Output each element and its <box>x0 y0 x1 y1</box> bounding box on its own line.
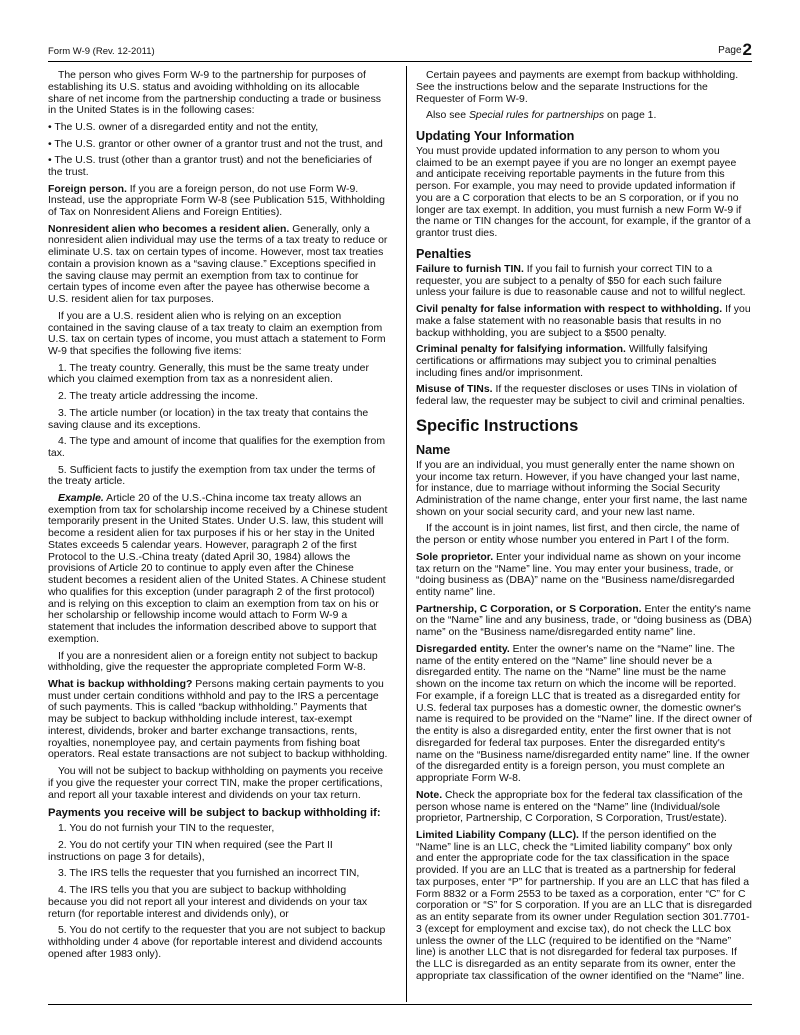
criminal-penalty-heading: Criminal penalty for falsifying information. <box>416 344 626 356</box>
penalties-heading: Penalties <box>416 246 472 261</box>
right-column <box>416 70 752 988</box>
payments-subject-heading: Payments you receive will be subject to backup withholding if: <box>48 807 381 820</box>
failure-to-furnish-heading: Failure to furnish TIN. <box>416 263 524 275</box>
treaty-item-5: 5. Sufficient facts to justify the exemption from tax under the terms of the treaty article. <box>48 464 376 488</box>
backup-withholding-text: Persons making certain payments to you must under certain conditions withhold and pay to the IRS a percentage of such payments. This is called “backup withholding.” Payments that may be subject to backup withholding include interest, tax-exempt interest, dividends, broker and barter exchange transactions, rents, royalties, nonemployee pay, and certain payments from fishing boat operators. Real estate transactions are not subject to backup withholding. <box>48 678 388 761</box>
nonresident-w8-paragraph: If you are a nonresident alien or a foreign entity not subject to backup withholding, give the requester the appropriate completed Form W-8. <box>48 650 378 674</box>
backup-item-2: 2. You do not certify your TIN when required (see the Part II instructions on page 3 for details), <box>48 840 333 863</box>
intro-paragraph: The person who gives Form W-9 to the partnership for purposes of establishing its U.S. status and avoiding withholding on its allocable share of net income from the partnership conducting a trade or business in the United States is in the following cases: <box>48 70 382 117</box>
page-header <box>48 36 752 58</box>
misuse-of-tins-paragraph <box>416 384 752 408</box>
column-divider <box>406 66 407 1002</box>
disregarded-entity-heading: Disregarded entity. <box>416 643 510 655</box>
example-text: Article 20 of the U.S.-China income tax treaty allows an exemption from tax for scholarship income received by a Chinese student temporarily present in the United States. Under U.S. law, this student will become a resident alien for tax purposes if his or her stay in the United States exceeds 5 calendar years. However, paragraph 2 of the first Protocol to the U.S.-China treaty (dated April 30, 1984) allows the provisions of Article 20 to continue to apply even after the Chinese student becomes a resident alien of the United States. A Chinese student who qualifies for this exception (under paragraph 2 of the first protocol) and is relying on this exception to claim an exemption from tax on his or her scholarship or fellowship income would attach to Form W-9 a statement that includes the information described above to support that exemption. <box>48 492 388 645</box>
footer-rule <box>48 1004 752 1005</box>
header-rule <box>48 61 752 62</box>
name-paragraph: If you are an individual, you must generally enter the name shown on your income tax return. However, if you have changed your last name, for instance, due to marriage without informing the Social Security Administration of the name change, enter your first name, the last name shown on your social security card, and your new last name. <box>416 459 748 518</box>
left-column <box>48 70 388 965</box>
backup-item-5: 5. You do not certify to the requester that you are not subject to backup withholding under 4 above (for reportable interest and dividend accounts opened after 1983 only). <box>48 925 386 960</box>
bullet-us-trust: • The U.S. trust (other than a grantor trust) and not the beneficiaries of the trust. <box>48 155 372 178</box>
backup-item-1: 1. You do not furnish your TIN to the requester, <box>58 823 275 835</box>
note-text: Check the appropriate box for the federal tax classification of the person whose name is entered on the “Name” line (Individual/sole proprietor, Partnership, C Corporation, S Corporation, Trust/estate). <box>416 789 743 825</box>
example-heading: Example. <box>58 492 104 504</box>
backup-withholding-heading: What is backup withholding? <box>48 678 193 690</box>
criminal-penalty-text: Willfully falsifying certifications or affirmations may subject you to criminal penalties including fines and/or imprisonment. <box>416 344 717 379</box>
exempt-payees-paragraph: Certain payees and payments are exempt from backup withholding. See the instructions below and the separate Instructions for the Requester of Form W-9. <box>416 70 739 105</box>
nonresident-alien-heading: Nonresident alien who becomes a resident alien. <box>48 223 290 235</box>
misuse-of-tins-text: If the requester discloses or uses TINs in violation of federal law, the requester may be subject to civil and criminal penalties. <box>416 384 745 408</box>
disregarded-entity-text: Enter the owner's name on the “Name” line. The name of the entity entered on the “Name” line should never be a disregarded entity. The name on the “Name” line must be the name shown on the income tax return on which the income will be reported. For example, if a foreign LLC that is treated as a disregarded entity for U.S. federal tax purposes has a domestic owner, the domestic owner's name is required to be provided on the “Name” line. If the direct owner of the entity is also a disregarded entity, enter the first owner that is not disregarded for federal tax purposes. Enter the disregarded entity's name on the “Business name/disregarded entity name” line. If the owner of the disregarded entity is a foreign person, you must complete an appropriate Form W-8. <box>416 643 752 785</box>
llc-paragraph <box>416 830 752 983</box>
sole-proprietor-heading: Sole proprietor. <box>416 551 494 563</box>
partnership-rules-reference <box>416 110 752 122</box>
specific-instructions-heading: Specific Instructions <box>416 416 579 435</box>
treaty-item-4: 4. The type and amount of income that qualifies for the exemption from tax. <box>48 436 386 459</box>
backup-withholding-paragraph <box>48 679 388 761</box>
page-reference-text: on page 1. <box>604 110 657 122</box>
treaty-item-3: 3. The article number (or location) in the tax treaty that contains the saving clause and its exceptions. <box>48 407 369 431</box>
bullet-disregarded-owner: • The U.S. owner of a disregarded entity and not the entity, <box>48 121 319 133</box>
also-see-text: Also see <box>426 110 469 122</box>
nonresident-alien-paragraph <box>48 224 388 306</box>
page-label: Page <box>718 45 742 56</box>
form-identifier: Form W-9 (Rev. 12-2011) <box>48 46 155 57</box>
treaty-item-1: 1. The treaty country. Generally, this must be the same treaty under which you claimed exemption from tax as a nonresident alien. <box>48 362 369 386</box>
name-heading: Name <box>416 442 451 457</box>
partnership-rules-link-text: Special rules for partnerships <box>468 110 605 122</box>
updating-information-text: You must provide updated information to any person to whom you claimed to be an exempt payee if you are no longer an exempt payee and anticipate receiving reportable payments in the future from this person. For example, you may need to provide updated information if you are a C corporation that elects to be an S corporation, or if you no longer are tax exempt. In addition, you must furnish a new Form W-9 if the name or TIN changes for the account, for example, if the grantor of a grantor trust dies. <box>416 145 751 240</box>
civil-penalty-text: If you make a false statement with no reasonable basis that results in no backup withholding, you are subject to a $500 penalty. <box>416 304 751 339</box>
page-indicator <box>718 40 752 60</box>
criminal-penalty-paragraph <box>416 344 752 379</box>
updating-information-heading: Updating Your Information <box>416 128 575 143</box>
foreign-person-paragraph <box>48 184 388 219</box>
note-heading: Note. <box>416 789 443 801</box>
partnership-corporation-heading: Partnership, C Corporation, or S Corporation. <box>416 603 642 615</box>
sole-proprietor-paragraph <box>416 552 752 599</box>
bullet-grantor-trust: • The U.S. grantor or other owner of a grantor trust and not the trust, and <box>48 138 383 150</box>
backup-item-3: 3. The IRS tells the requester that you furnished an incorrect TIN, <box>58 868 360 880</box>
backup-item-4: 4. The IRS tells you that you are subject to backup withholding because you did not report all your interest and dividends on your tax return (for reportable interest and dividends only), or <box>48 885 368 920</box>
civil-penalty-paragraph <box>416 304 752 339</box>
partnership-corporation-paragraph <box>416 604 752 639</box>
resident-alien-paragraph: If you are a U.S. resident alien who is relying on an exception contained in the saving clause of a tax treaty to claim an exemption from U.S. tax on certain types of income, you must attach a statement to Form W-9 that specifies the following five items: <box>48 310 386 358</box>
foreign-person-heading: Foreign person. <box>48 183 127 195</box>
note-paragraph <box>416 790 752 825</box>
misuse-of-tins-heading: Misuse of TINs. <box>416 384 493 396</box>
disregarded-entity-paragraph <box>416 644 752 785</box>
partnership-corporation-text: Enter the entity's name on the “Name” line and any business, trade, or “doing business as (DBA) name” on the “Business name/disregarded entity name” line. <box>416 603 752 639</box>
treaty-item-2: 2. The treaty article addressing the income. <box>58 391 258 403</box>
not-subject-paragraph: You will not be subject to backup withholding on payments you receive if you give the requester your correct TIN, make the proper certifications, and report all your taxable interest and dividends on your tax return. <box>48 766 384 801</box>
nonresident-alien-text: Generally, only a nonresident alien individual may use the terms of a tax treaty to reduce or eliminate U.S. tax on certain types of income. However, most tax treaties contain a provision known as a “saving clause.” Exceptions specified in the saving clause may permit an exemption from tax to continue for certain types of income even after the payee has otherwise become a U.S. resident alien for tax purposes. <box>48 223 388 306</box>
foreign-person-text: If you are a foreign person, do not use Form W-9. Instead, use the appropriate Form W-8 (see Publication 515, Withholding of Tax on Nonresident Aliens and Foreign Entities). <box>48 183 385 219</box>
failure-to-furnish-text: If you fail to furnish your correct TIN to a requester, you are subject to a penalty of $50 for each such failure unless your failure is due to reasonable cause and not to willful neglect. <box>416 263 746 299</box>
failure-to-furnish-paragraph <box>416 264 752 299</box>
civil-penalty-heading: Civil penalty for false information with respect to withholding. <box>416 304 723 316</box>
llc-text: If the person identified on the “Name” line is an LLC, check the “Limited liability company” box only and enter the appropriate code for the tax classification in the space provided. If you are an LLC that is treated as a partnership for federal tax purposes, enter “P” for partnership. If you are an LLC that has filed a Form 8832 or a Form 2553 to be taxed as a corporation, enter “C” for C corporation or “S” for S corporation. If you are an LLC that is disregarded as an entity separate from its owner under Regulation section 301.7701-3 (except for employment and excise tax), do not check the LLC box unless the owner of the LLC (required to be identified on the “Name” line) is another LLC that is not disregarded for federal tax purposes. If the LLC is disregarded as an entity separate from its owner, enter the appropriate tax classification of the owner identified on the “Name” line. <box>416 829 752 982</box>
llc-heading: Limited Liability Company (LLC). <box>416 829 579 841</box>
example-paragraph <box>48 493 388 646</box>
sole-proprietor-text: Enter your individual name as shown on your income tax return on the “Name” line. You may enter your business, trade, or “doing business as (DBA)” name on the “Business name/disregarded entity name” line. <box>416 551 741 599</box>
page-number: 2 <box>742 40 752 59</box>
joint-names-paragraph: If the account is in joint names, list first, and then circle, the name of the person or entity whose number you entered in Part I of the form. <box>416 523 740 547</box>
